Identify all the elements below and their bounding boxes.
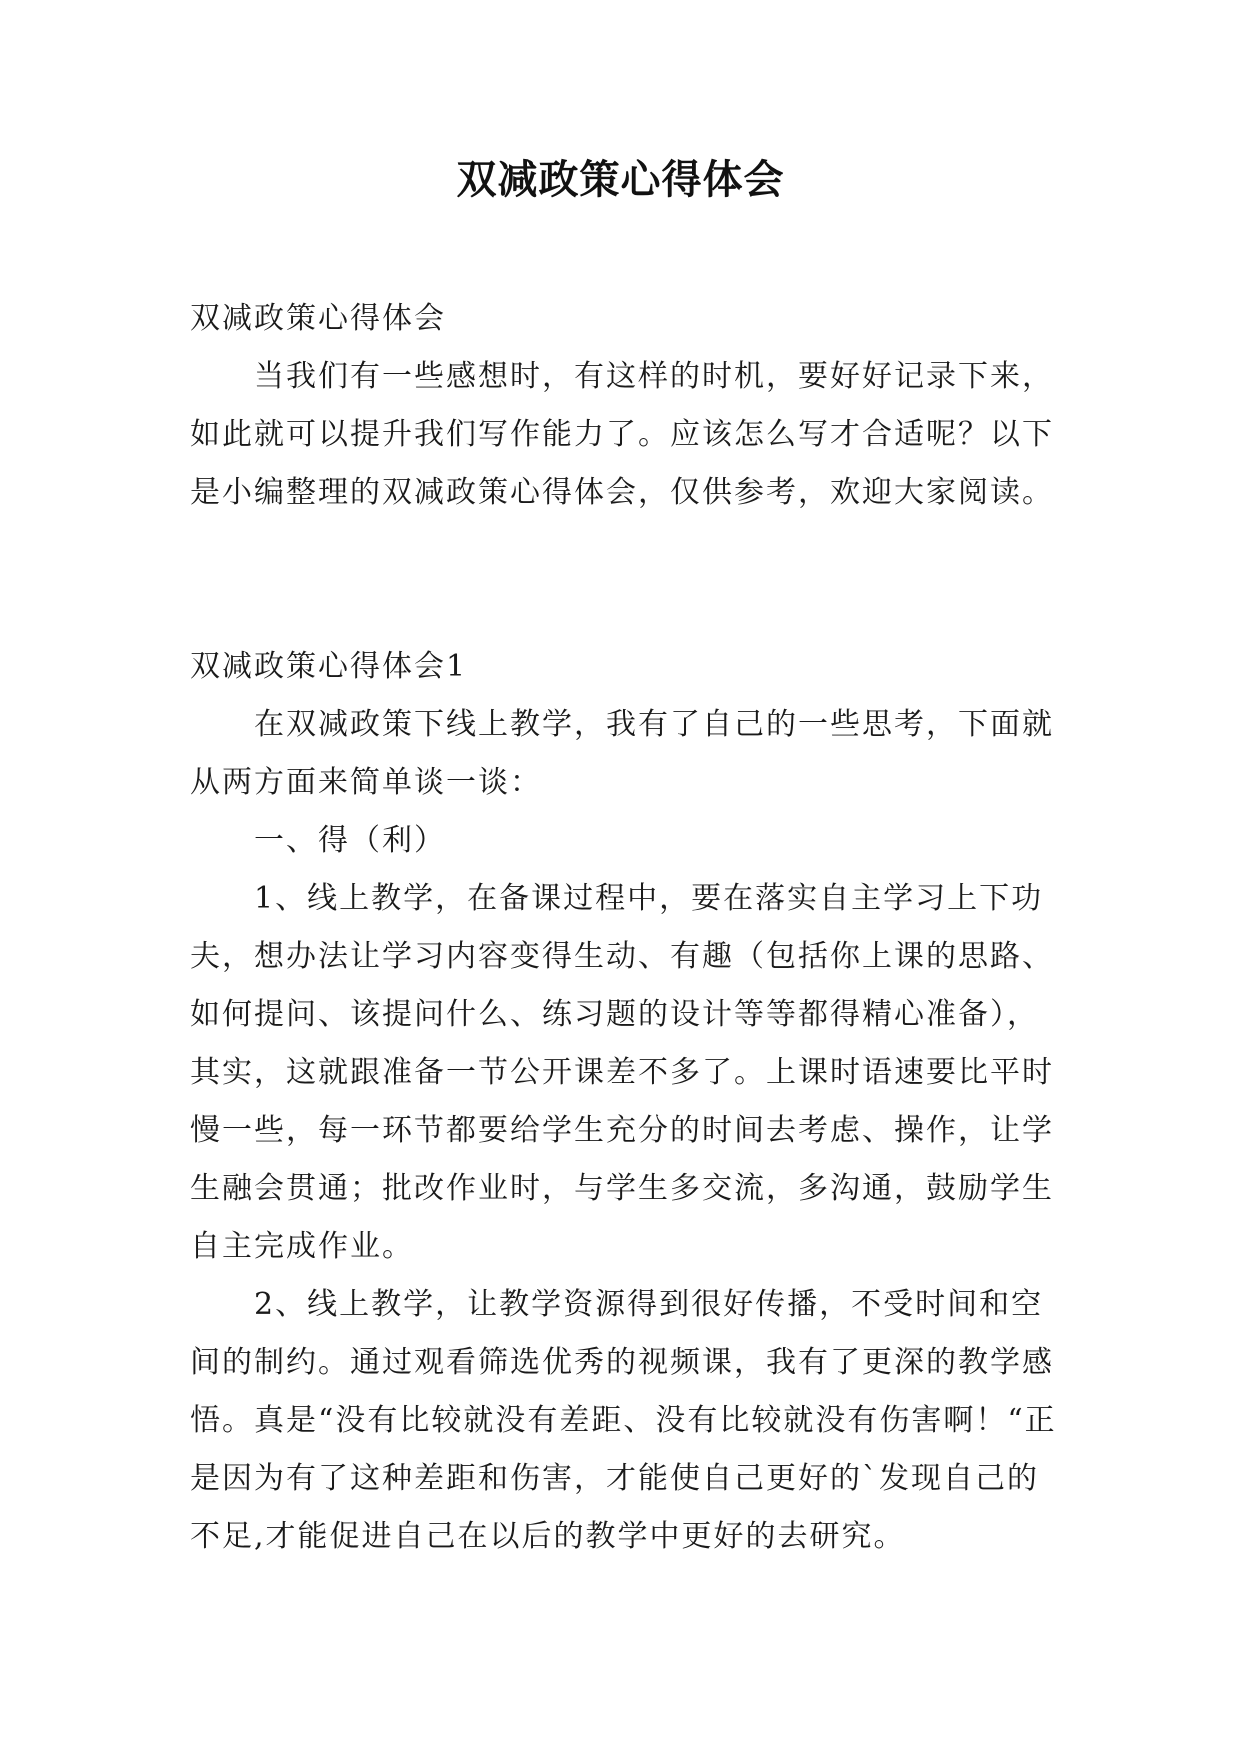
intro-paragraph: 当我们有一些感想时，有这样的时机，要好好记录下来，如此就可以提升我们写作能力了。应该怎么写才合适呢？以下是小编整理的双减政策心得体会，仅供参考，欢迎大家阅读。 [190, 359, 1054, 510]
list-heading: 一、得（利） [254, 823, 446, 858]
document-subtitle: 双减政策心得体会 [190, 301, 446, 336]
document-body [190, 290, 1070, 1566]
body-paragraph: 1、线上教学，在备课过程中，要在落实自主学习上下功夫，想办法让学习内容变得生动、有趣（包括你上课的思路、如何提问、该提问什么、练习题的设计等等都得精心准备），其实，这就跟准备一节公开课差不多了。上课时语速要比平时慢一些，每一环节都要给学生充分的时间去考虑、操作，让学生融会贯通；批改作业时，与学生多交流，多沟通，鼓励学生自主完成作业。 [190, 881, 1054, 1264]
body-paragraph: 在双减政策下线上教学，我有了自己的一些思考，下面就从两方面来简单谈一谈： [190, 707, 1054, 800]
section-spacer [190, 522, 1070, 638]
section-heading: 双减政策心得体会1 [190, 649, 468, 684]
document-title: 双减政策心得体会 [456, 156, 785, 203]
body-paragraph: 2、线上教学，让教学资源得到很好传播，不受时间和空间的制约。通过观看筛选优秀的视频课，我有了更深的教学感悟。真是“没有比较就没有差距、没有比较就没有伤害啊！“正是因为有了这种差距和伤害，才能使自己更好的`发现自己的不足,才能促进自己在以后的教学中更好的去研究。 [190, 1287, 1057, 1554]
